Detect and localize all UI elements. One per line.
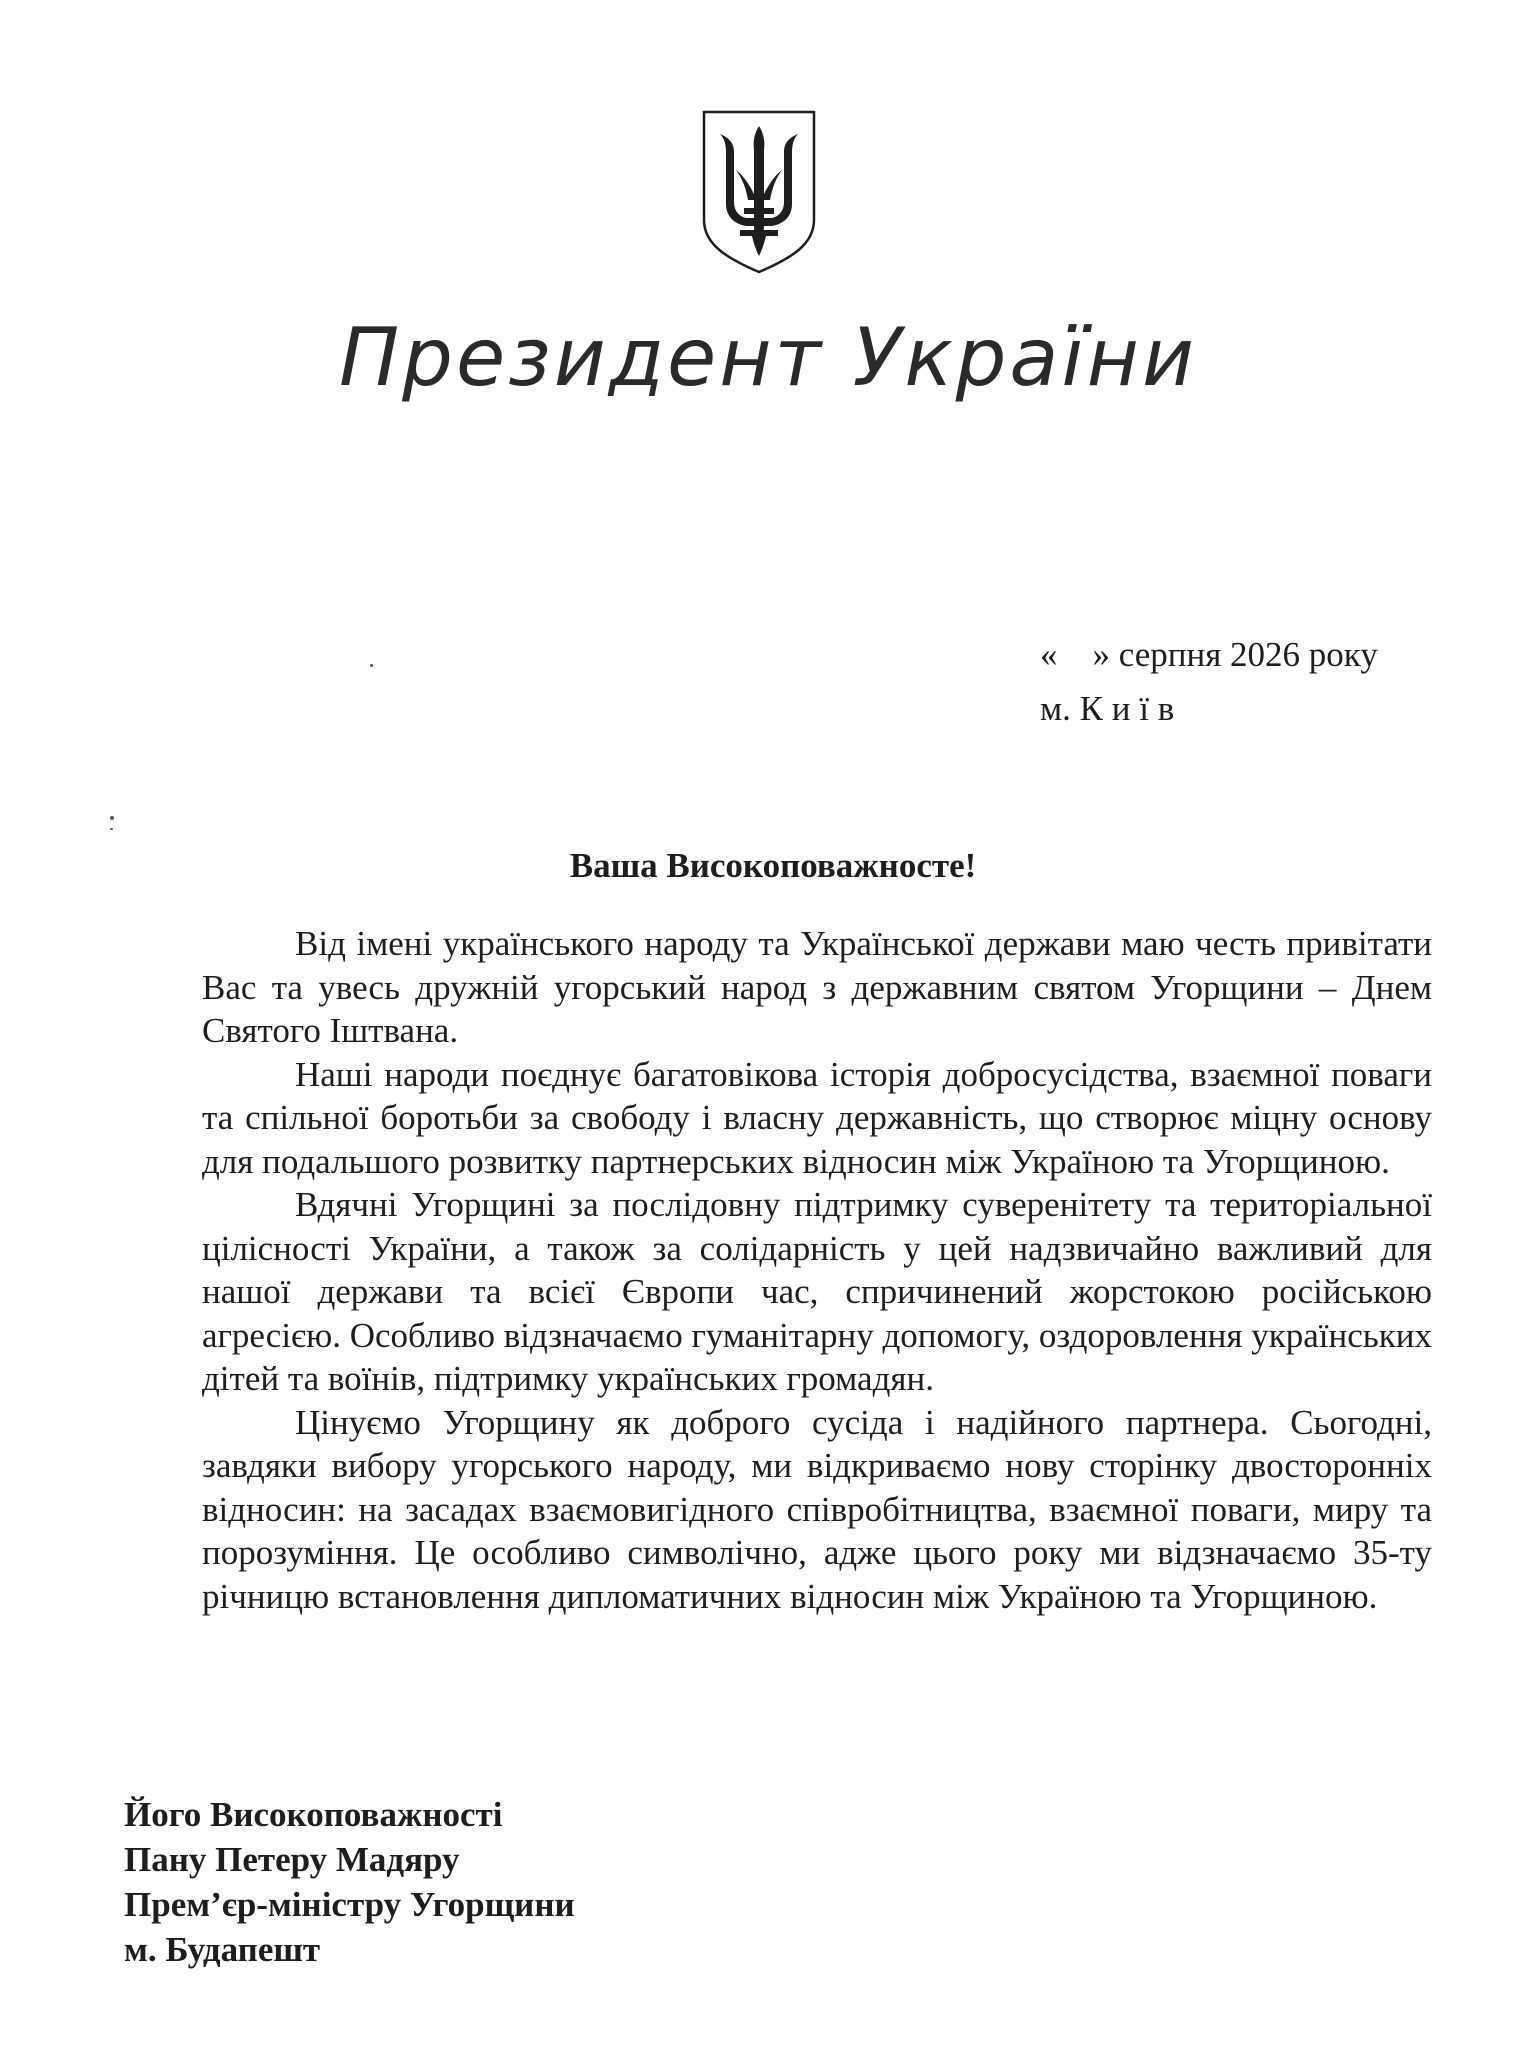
salutation: Ваша Високоповажносте! (569, 846, 977, 885)
addressee-line: Пану Петеру Мадяру (124, 1840, 460, 1879)
city-line: м. К и ї в (1040, 689, 1175, 728)
paragraph: Вдячні Угорщині за послідовну підтримку суверенітету та територіальної цілісності України, а також за солідарність у цей надзвичайно важливий для нашої держави та всієї Європи час, спричинений жорстокою російською агресією. Особливо відзначаємо гуманітарну допомогу, оздоровлення українських дітей та воїнів, підтримку українських громадян. (202, 1185, 1432, 1398)
paragraph: Наші народи поєднує багатовікова історія добросусідства, взаємної поваги та спільної боротьби за свободу і власну державність, що створює міцну основу для подальшого розвитку партнерських відносин між Україною та Угорщиною. (202, 1054, 1432, 1181)
letterhead-title: Президент України (339, 311, 1197, 404)
paragraph: Від імені українського народу та Української держави маю честь привітати Вас та увесь дружній угорський народ з державним святом Угорщини – Днем Святого Іштвана. (202, 924, 1432, 1050)
date-line: « » серпня 2026 року (1040, 635, 1378, 674)
addressee-line: Прем’єр-міністру Угорщини (124, 1885, 575, 1924)
trident-coat-of-arms-icon (700, 108, 818, 276)
dateline (1040, 628, 1378, 736)
scan-speck (370, 664, 373, 667)
letter-body (202, 922, 1432, 1618)
addressee-line: м. Будапешт (124, 1930, 321, 1969)
scan-speck (110, 828, 113, 830)
scan-speck (110, 816, 114, 820)
addressee-line: Його Високоповажності (124, 1795, 503, 1834)
paragraph: Цінуємо Угорщину як доброго сусіда і надійного партнера. Сьогодні, завдяки вибору угорського народу, ми відкриваємо нову сторінку двосторонніх відносин: на засадах взаємовигідного співробітництва, взаємної поваги, миру та порозуміння. Це особливо символічно, адже цього року ми відзначаємо 35-ту річницю встановлення дипломатичних відносин між Україною та Угорщиною. (202, 1402, 1432, 1616)
addressee-block (124, 1792, 575, 1972)
